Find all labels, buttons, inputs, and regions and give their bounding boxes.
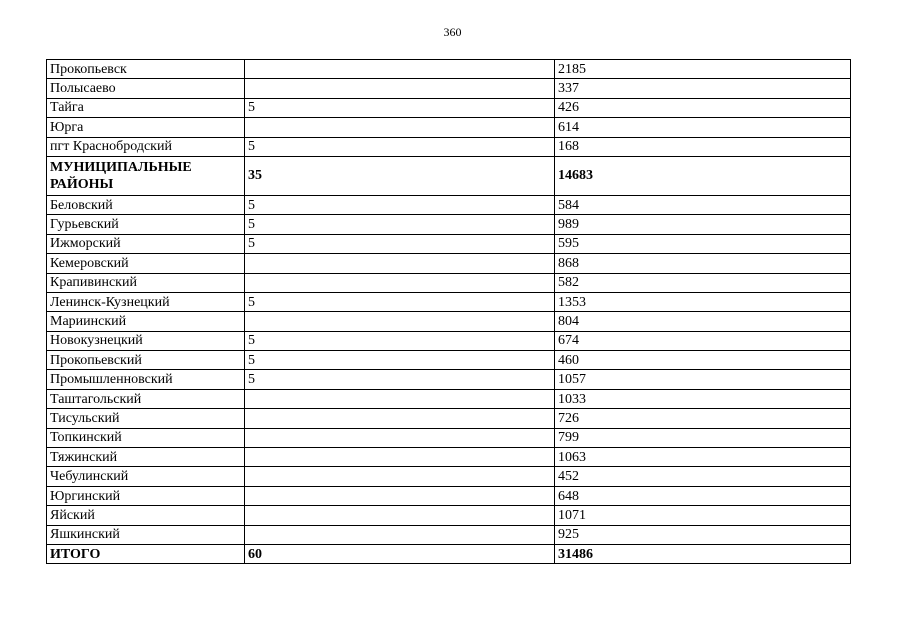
cell-col3: 614 — [555, 118, 851, 137]
cell-name: Беловский — [47, 195, 245, 214]
cell-col3: 799 — [555, 428, 851, 447]
cell-name: Гурьевский — [47, 215, 245, 234]
cell-col3: 595 — [555, 234, 851, 253]
table-row — [47, 60, 851, 79]
table-row — [47, 467, 851, 486]
cell-name: Полысаево — [47, 79, 245, 98]
table-body — [47, 60, 851, 564]
cell-col3: 168 — [555, 137, 851, 156]
cell-col2 — [245, 79, 555, 98]
cell-name: Ленинск-Кузнецкий — [47, 292, 245, 311]
table-row — [47, 118, 851, 137]
data-table — [46, 59, 851, 564]
table-row — [47, 273, 851, 292]
cell-col3: 1063 — [555, 448, 851, 467]
cell-name: ИТОГО — [47, 544, 245, 563]
table-row — [47, 370, 851, 389]
cell-name: Топкинский — [47, 428, 245, 447]
cell-col2 — [245, 273, 555, 292]
cell-col3: 989 — [555, 215, 851, 234]
cell-col2 — [245, 448, 555, 467]
cell-col3: 674 — [555, 331, 851, 350]
cell-col3: 426 — [555, 98, 851, 117]
cell-col3: 584 — [555, 195, 851, 214]
cell-col2 — [245, 60, 555, 79]
cell-col3: 648 — [555, 486, 851, 505]
cell-col2 — [245, 428, 555, 447]
cell-name: Тайга — [47, 98, 245, 117]
cell-name: Юрга — [47, 118, 245, 137]
table-row — [47, 234, 851, 253]
cell-col2 — [245, 254, 555, 273]
table-row — [47, 79, 851, 98]
cell-col2: 5 — [245, 351, 555, 370]
cell-name: Чебулинский — [47, 467, 245, 486]
table-row — [47, 506, 851, 525]
cell-col2 — [245, 118, 555, 137]
cell-col2 — [245, 506, 555, 525]
cell-col2 — [245, 467, 555, 486]
cell-name: Яшкинский — [47, 525, 245, 544]
table-row — [47, 254, 851, 273]
cell-name: Яйский — [47, 506, 245, 525]
cell-name: Тисульский — [47, 409, 245, 428]
cell-name: МУНИЦИПАЛЬНЫЕ РАЙОНЫ — [47, 156, 245, 195]
cell-col3: 1033 — [555, 389, 851, 408]
cell-col2 — [245, 389, 555, 408]
cell-name: Ижморский — [47, 234, 245, 253]
cell-col3: 452 — [555, 467, 851, 486]
page-number: 360 — [443, 25, 462, 39]
cell-col2: 35 — [245, 156, 555, 195]
cell-name: Промышленновский — [47, 370, 245, 389]
cell-name: Новокузнецкий — [47, 331, 245, 350]
cell-col2: 5 — [245, 370, 555, 389]
cell-col3: 31486 — [555, 544, 851, 563]
cell-name: Прокопьевский — [47, 351, 245, 370]
table-row — [47, 98, 851, 117]
table-row — [47, 137, 851, 156]
table-row — [47, 448, 851, 467]
cell-col2: 5 — [245, 234, 555, 253]
cell-col2: 5 — [245, 137, 555, 156]
cell-col3: 1057 — [555, 370, 851, 389]
cell-name: Юргинский — [47, 486, 245, 505]
cell-col2: 60 — [245, 544, 555, 563]
table-row — [47, 389, 851, 408]
cell-col3: 726 — [555, 409, 851, 428]
cell-name: Мариинский — [47, 312, 245, 331]
cell-name: Прокопьевск — [47, 60, 245, 79]
cell-col3: 2185 — [555, 60, 851, 79]
cell-col2: 5 — [245, 331, 555, 350]
cell-name: Крапивинский — [47, 273, 245, 292]
cell-col3: 804 — [555, 312, 851, 331]
cell-col2 — [245, 409, 555, 428]
cell-col2: 5 — [245, 195, 555, 214]
cell-col2: 5 — [245, 215, 555, 234]
cell-col3: 582 — [555, 273, 851, 292]
cell-col3: 460 — [555, 351, 851, 370]
cell-col2 — [245, 312, 555, 331]
table-row — [47, 215, 851, 234]
cell-name: Тяжинский — [47, 448, 245, 467]
table-row — [47, 331, 851, 350]
table-row — [47, 312, 851, 331]
cell-name: пгт Краснобродский — [47, 137, 245, 156]
cell-col2 — [245, 525, 555, 544]
table-row — [47, 428, 851, 447]
table-row — [47, 351, 851, 370]
table-row — [47, 486, 851, 505]
table-row — [47, 292, 851, 311]
table-row — [47, 156, 851, 195]
cell-col3: 1353 — [555, 292, 851, 311]
cell-col3: 868 — [555, 254, 851, 273]
table-row — [47, 544, 851, 563]
cell-col2: 5 — [245, 292, 555, 311]
cell-name: Кемеровский — [47, 254, 245, 273]
cell-col3: 14683 — [555, 156, 851, 195]
table-row — [47, 195, 851, 214]
table-row — [47, 409, 851, 428]
cell-name: Таштагольский — [47, 389, 245, 408]
cell-col2: 5 — [245, 98, 555, 117]
cell-col3: 925 — [555, 525, 851, 544]
table-row — [47, 525, 851, 544]
cell-col3: 1071 — [555, 506, 851, 525]
cell-col3: 337 — [555, 79, 851, 98]
cell-col2 — [245, 486, 555, 505]
